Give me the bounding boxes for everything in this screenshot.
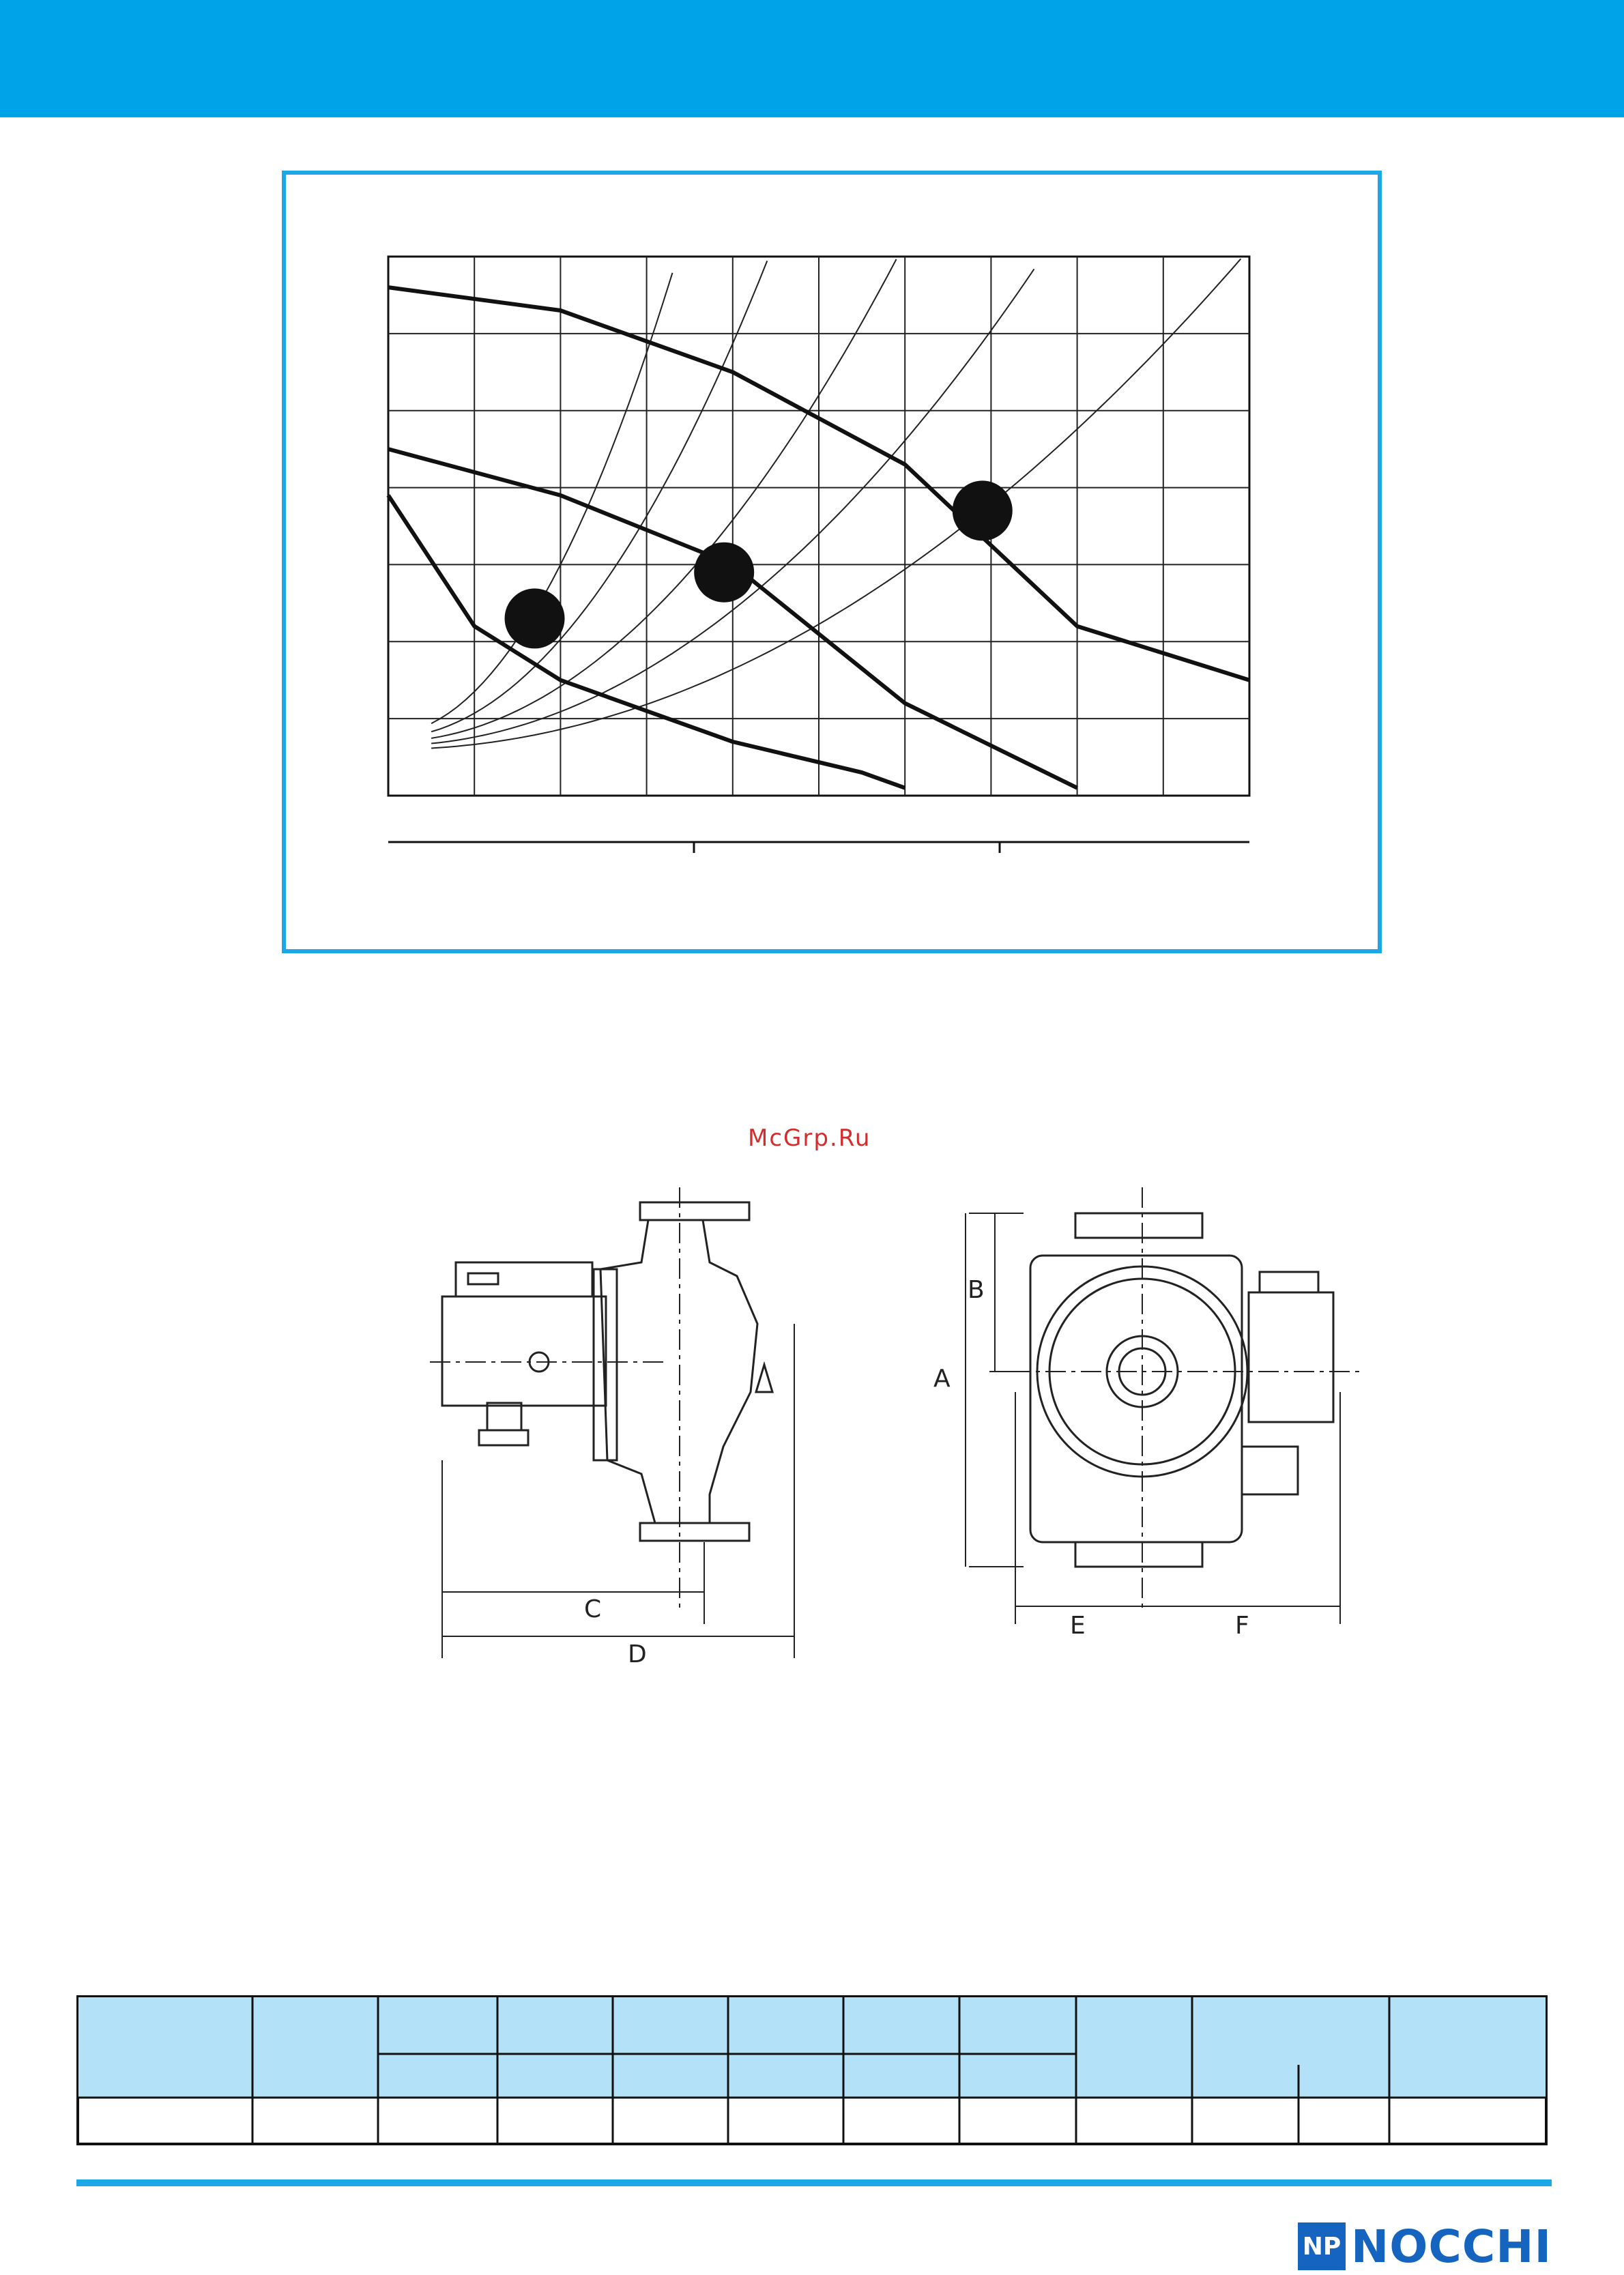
curve-marker-2 <box>694 542 754 603</box>
curve-marker-3 <box>953 480 1013 540</box>
dimension-label-c: C <box>584 1595 602 1623</box>
specification-table <box>76 1995 1548 2145</box>
dimension-label-f: F <box>1235 1612 1249 1640</box>
dimension-label-b: B <box>968 1276 985 1304</box>
system-curve <box>431 259 897 738</box>
curve-marker-1 <box>505 588 565 648</box>
dimension-label-e: E <box>1070 1612 1086 1640</box>
system-curve <box>431 261 767 731</box>
performance-chart-frame <box>282 171 1382 953</box>
nocchi-logo <box>1298 2219 1552 2274</box>
pump-front-view <box>966 1187 1365 1624</box>
logo-mark-icon: NP <box>1298 2222 1346 2270</box>
performance-chart <box>286 175 1378 949</box>
header-bar <box>0 0 1624 117</box>
table-header-fill <box>76 1995 1548 2098</box>
dimension-label-d: D <box>628 1640 647 1668</box>
watermark-text: McGrp.Ru <box>748 1125 871 1152</box>
footer-rule <box>76 2179 1552 2186</box>
pump-technical-drawing <box>423 1187 1406 1692</box>
pump-side-view <box>430 1187 794 1658</box>
dimension-label-a: A <box>933 1365 951 1393</box>
system-curve <box>431 273 672 723</box>
logo-text: NOCCHI <box>1351 2220 1552 2273</box>
